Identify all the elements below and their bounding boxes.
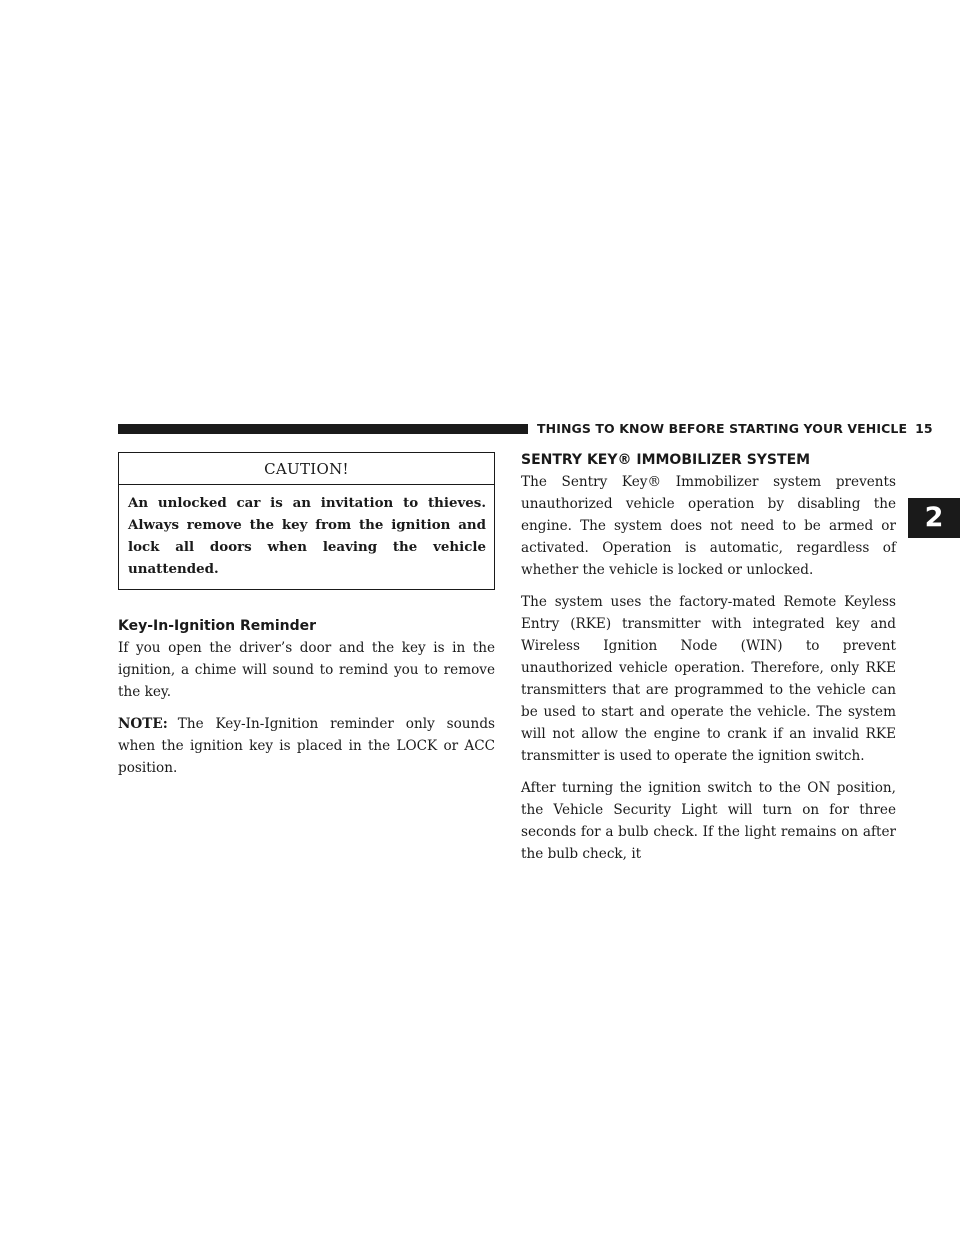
chapter-tab: 2 [908,498,960,538]
running-header [537,421,933,436]
sentry-paragraph-1: The Sentry Key® Immobilizer system prevents unauthorized vehicle operation by disabling the engine. The system does not need to be armed or activated. Operation is automatic, regardless of whether the vehicle is locked or unlocked. [521,474,896,578]
right-column [521,452,896,875]
note-text: The Key-In-Ignition reminder only sounds when the ignition key is placed in the LOCK or ACC position. [118,716,495,776]
left-column [118,452,495,789]
caution-box [118,452,495,590]
page-number: 15 [915,421,933,436]
key-reminder-heading: Key-In-Ignition Reminder [118,618,317,634]
caution-title: CAUTION! [119,453,494,485]
section-title: THINGS TO KNOW BEFORE STARTING YOUR VEHICLE [537,421,908,436]
header-rule [118,424,528,434]
caution-body: An unlocked car is an invitation to thieves. Always remove the key from the ignition and lock all doors when leaving the vehicle unattended. [128,495,486,577]
sentry-paragraph-3: After turning the ignition switch to the ON position, the Vehicle Security Light will turn on for three seconds for a bulb check. If the light remains on after the bulb check, it [521,780,896,862]
sentry-key-heading: SENTRY KEY® IMMOBILIZER SYSTEM [521,452,811,468]
sentry-paragraph-2: The system uses the factory-mated Remote Keyless Entry (RKE) transmitter with integrated key and Wireless Ignition Node (WIN) to prevent unauthorized vehicle operation. Therefore, only RKE transmitters that are programmed to the vehicle can be used to start and operate the vehicle. The system will not allow the engine to crank if an invalid RKE transmitter is used to operate the ignition switch. [521,594,896,764]
note-label: NOTE: [118,716,168,732]
key-reminder-note [118,713,495,779]
key-reminder-paragraph: If you open the driver’s door and the key is in the ignition, a chime will sound to remind you to remove the key. [118,640,495,700]
